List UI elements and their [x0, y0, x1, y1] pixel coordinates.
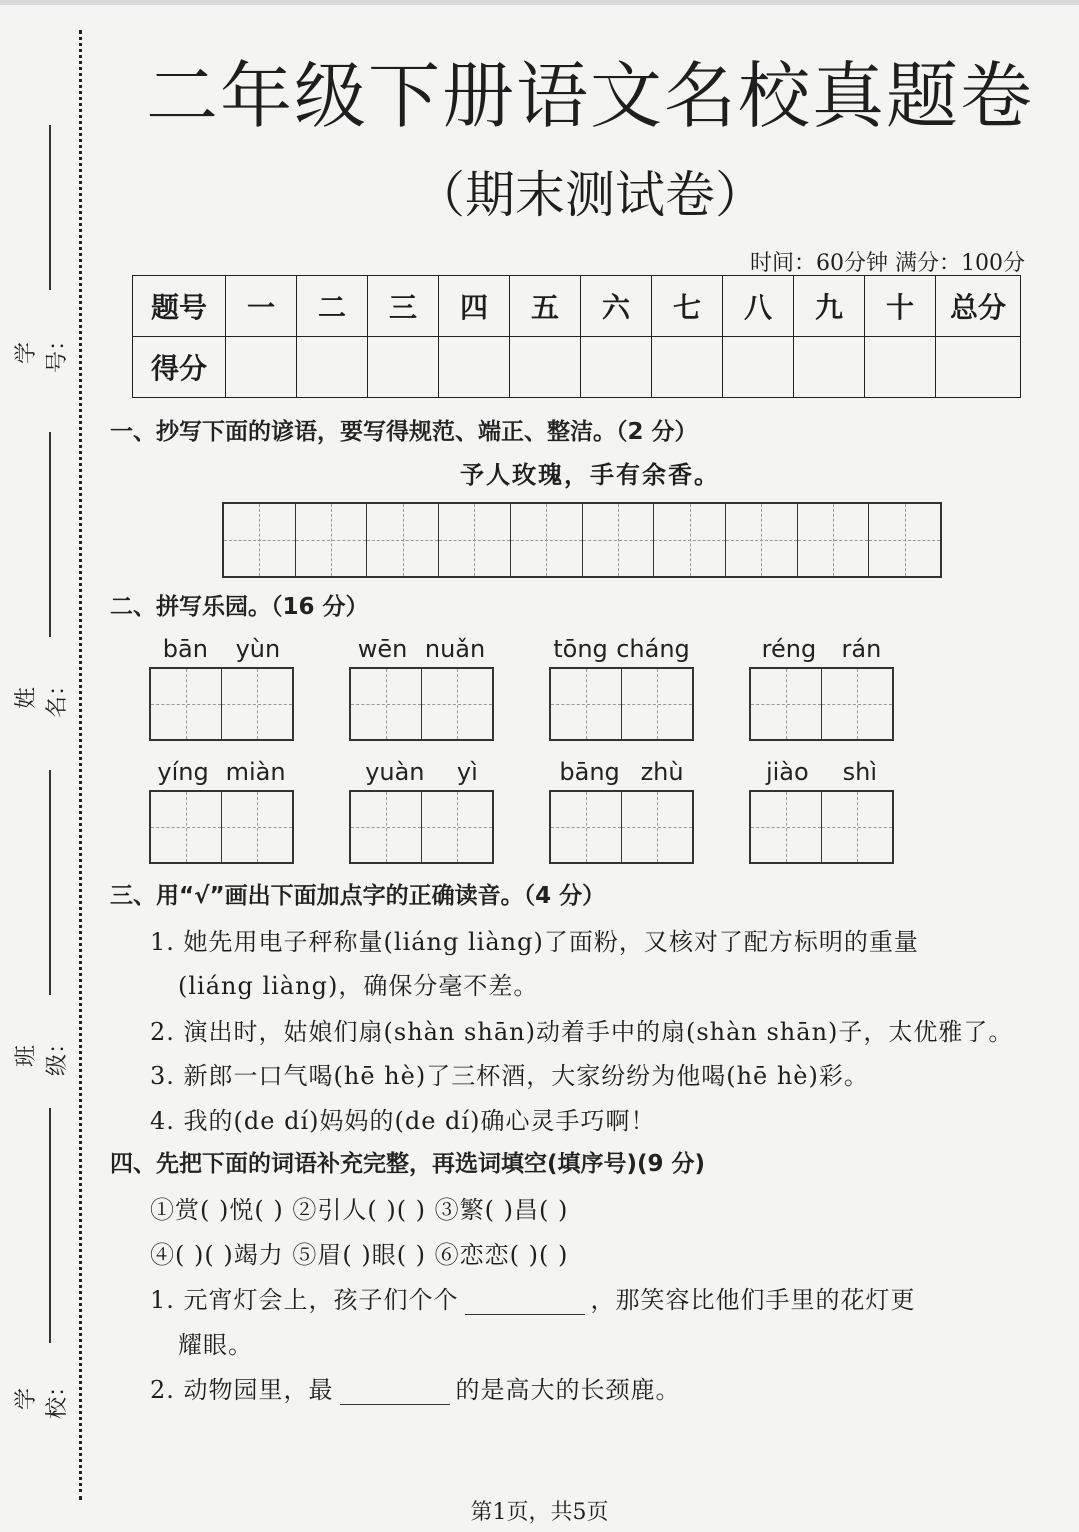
score-header-cell: 八: [723, 276, 794, 337]
pinyin-syllable: zhù: [640, 758, 684, 786]
section2-heading: 二、拼写乐园。（16 分）: [110, 594, 369, 620]
fill-question-text: 的是高大的长颈鹿。: [455, 1376, 681, 1404]
fill-question-text: 2. 动物园里，最: [150, 1376, 334, 1404]
question-line: 3. 新郎一口气喝(hē hè)了三杯酒，大家纷纷为他喝(hē hè)彩。: [150, 1062, 869, 1090]
class-label: 班级：: [14, 1031, 70, 1076]
school-label: 学校：: [14, 1374, 70, 1419]
score-header-cell: 五: [510, 276, 581, 337]
pinyin-syllable: yuàn: [365, 758, 425, 786]
character-box[interactable]: [151, 669, 222, 739]
writing-cell[interactable]: [224, 504, 296, 576]
word-fill-row: ④( )( )竭力 ⑤眉( )眼( ) ⑥恋恋( )( ): [150, 1241, 569, 1269]
score-cell[interactable]: [652, 337, 723, 398]
question-line: 4. 我的(de dí)妈妈的(de dí)确心灵手巧啊！: [150, 1107, 656, 1135]
writing-cell[interactable]: [296, 504, 368, 576]
writing-cell[interactable]: [367, 504, 439, 576]
character-box[interactable]: [151, 792, 222, 862]
character-box[interactable]: [351, 669, 422, 739]
word-fill-row: ①赏( )悦( ) ②引人( )( ) ③繁( )昌( ): [150, 1196, 569, 1224]
fill-question-1: [150, 1280, 916, 1315]
student-id-label: 学号：: [14, 328, 70, 373]
pinyin-syllable: shì: [842, 758, 878, 786]
pinyin-syllable: bān: [162, 635, 208, 663]
pinyin-item: [149, 635, 294, 741]
fill-question-2: [150, 1370, 681, 1405]
character-box[interactable]: [622, 792, 692, 862]
answer-blank[interactable]: [465, 1292, 585, 1315]
score-header-cell: 三: [368, 276, 439, 337]
pinyin-syllable: tōng: [553, 635, 608, 663]
pinyin-item: [749, 635, 894, 741]
section3-heading: 三、用“√”画出下面加点字的正确读音。（4 分）: [110, 883, 606, 909]
proverb-text: 予人玫瑰，手有余香。: [460, 460, 720, 489]
character-box[interactable]: [751, 669, 822, 739]
writing-cell[interactable]: [654, 504, 726, 576]
pinyin-item: [549, 758, 694, 864]
exam-meta: 时间：60分钟 满分：100分: [750, 251, 1025, 276]
writing-cell[interactable]: [511, 504, 583, 576]
fill-question-text: ，那笑容比他们手里的花灯更: [590, 1286, 916, 1314]
pinyin-item: [349, 635, 494, 741]
score-table: [132, 275, 1021, 398]
school-line[interactable]: [49, 1108, 51, 1343]
name-line[interactable]: [49, 432, 51, 637]
pinyin-item: [549, 635, 694, 741]
score-row-label: 得分: [133, 337, 226, 398]
character-box[interactable]: [422, 792, 492, 862]
pinyin-syllable: yíng: [157, 758, 209, 786]
score-header-cell: 六: [581, 276, 652, 337]
pinyin-item: [749, 758, 894, 864]
writing-cell[interactable]: [583, 504, 655, 576]
score-cell[interactable]: [368, 337, 439, 398]
fill-question-text: 耀眼。: [178, 1331, 253, 1359]
score-cell[interactable]: [723, 337, 794, 398]
character-box[interactable]: [822, 669, 892, 739]
score-header-cell: 七: [652, 276, 723, 337]
pinyin-syllable: wēn: [357, 635, 408, 663]
character-box[interactable]: [751, 792, 822, 862]
page-subtitle: （期末测试卷）: [415, 166, 765, 224]
pinyin-item: [149, 758, 294, 864]
character-box[interactable]: [222, 792, 292, 862]
score-table-header-row: [133, 276, 1021, 337]
question-line: 2. 演出时，姑娘们扇(shàn shān)动着手中的扇(shàn shān)子，太优雅了。: [150, 1018, 1014, 1046]
score-header-cell: 四: [439, 276, 510, 337]
character-box[interactable]: [222, 669, 292, 739]
score-header-cell: 总分: [936, 276, 1021, 337]
score-cell[interactable]: [936, 337, 1021, 398]
score-header-cell: 题号: [133, 276, 226, 337]
character-box[interactable]: [622, 669, 692, 739]
pinyin-syllable: jiào: [765, 758, 809, 786]
score-cell[interactable]: [510, 337, 581, 398]
score-header-cell: 二: [297, 276, 368, 337]
top-edge: [0, 0, 1079, 5]
character-box[interactable]: [351, 792, 422, 862]
name-label: 姓名：: [14, 673, 70, 718]
pinyin-syllable: bāng: [559, 758, 620, 786]
pinyin-syllable: yì: [456, 758, 478, 786]
score-cell[interactable]: [581, 337, 652, 398]
question-line: (liáng liàng)，确保分毫不差。: [178, 972, 539, 1000]
writing-cell[interactable]: [798, 504, 870, 576]
student-id-line[interactable]: [49, 125, 51, 290]
writing-cell[interactable]: [726, 504, 798, 576]
score-header-cell: 十: [865, 276, 936, 337]
page-footer: 第1页，共5页: [470, 1500, 609, 1525]
answer-blank[interactable]: [340, 1382, 450, 1405]
copy-writing-grid[interactable]: [222, 502, 942, 578]
score-table-score-row: [133, 337, 1021, 398]
character-box[interactable]: [551, 792, 622, 862]
page-title: 二年级下册语文名校真题卷: [145, 54, 1034, 138]
section4-heading: 四、先把下面的词语补充完整，再选词填空(填序号)(9 分): [110, 1151, 706, 1177]
writing-cell[interactable]: [869, 504, 940, 576]
class-line[interactable]: [49, 770, 51, 995]
section1-heading: 一、抄写下面的谚语，要写得规范、端正、整洁。（2 分）: [110, 419, 698, 445]
pinyin-syllable: miàn: [225, 758, 286, 786]
character-box[interactable]: [822, 792, 892, 862]
pinyin-syllable: yùn: [235, 635, 281, 663]
fill-question-text: 1. 元宵灯会上，孩子们个个: [150, 1286, 459, 1314]
score-cell[interactable]: [439, 337, 510, 398]
score-cell[interactable]: [865, 337, 936, 398]
character-box[interactable]: [551, 669, 622, 739]
pinyin-syllable: rán: [841, 635, 882, 663]
pinyin-syllable: réng: [761, 635, 817, 663]
question-line: 1. 她先用电子秤称量(liáng liàng)了面粉，又核对了配方标明的重量: [150, 928, 919, 956]
writing-cell[interactable]: [439, 504, 511, 576]
pinyin-item: [349, 758, 494, 864]
binding-dotted-line: [79, 30, 82, 1500]
character-box[interactable]: [422, 669, 492, 739]
score-cell[interactable]: [297, 337, 368, 398]
score-header-cell: 一: [226, 276, 297, 337]
score-header-cell: 九: [794, 276, 865, 337]
pinyin-syllable: cháng: [616, 635, 690, 663]
score-cell[interactable]: [794, 337, 865, 398]
score-cell[interactable]: [226, 337, 297, 398]
pinyin-syllable: nuǎn: [424, 635, 486, 663]
